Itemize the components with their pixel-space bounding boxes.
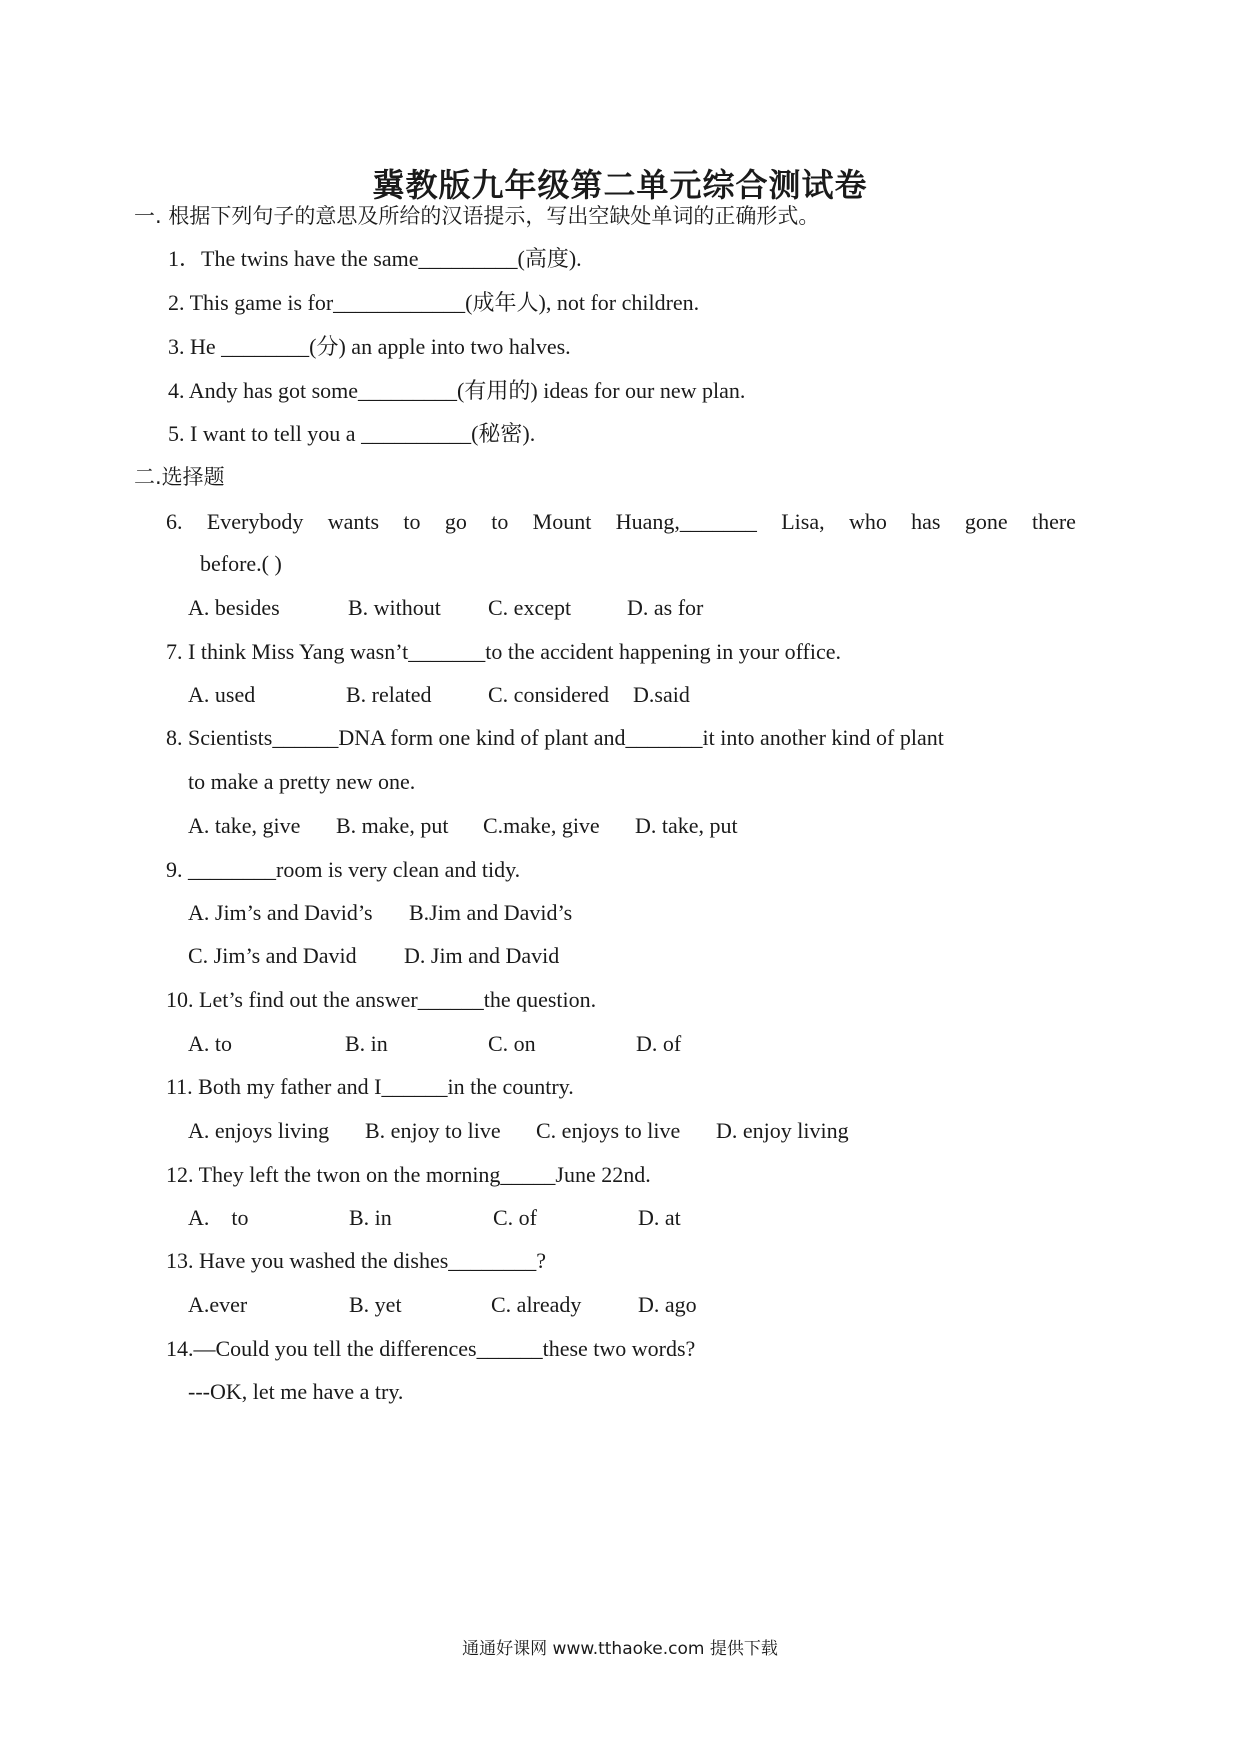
q6-word: to bbox=[491, 509, 509, 534]
q12-option-b: B. in bbox=[349, 1205, 392, 1230]
q7-option-a: A. used bbox=[188, 682, 256, 707]
q6-word: Everybody bbox=[206, 509, 304, 534]
q9-option-b: B.Jim and David’s bbox=[409, 900, 573, 925]
q6-word: Mount bbox=[532, 509, 592, 534]
q13-option-c: C. already bbox=[491, 1292, 582, 1317]
q12-option-a: A. to bbox=[188, 1205, 249, 1230]
question-14-stem: 14.—Could you tell the differences______these two words? bbox=[166, 1336, 696, 1361]
q12-option-d: D. at bbox=[638, 1205, 681, 1230]
q6-word: Lisa, bbox=[781, 509, 825, 534]
q7-option-b: B. related bbox=[346, 682, 432, 707]
q11-option-d: D. enjoy living bbox=[716, 1118, 849, 1143]
question-2: 2. This game is for____________(成年人), not for children. bbox=[168, 290, 700, 315]
question-14-reply: ---OK, let me have a try. bbox=[188, 1379, 404, 1404]
q10-option-b: B. in bbox=[345, 1031, 388, 1056]
section-1-heading: 一. 根据下列句子的意思及所给的汉语提示，写出空缺处单词的正确形式。 bbox=[134, 204, 820, 228]
question-6-stem bbox=[166, 507, 1076, 537]
q6-word: Huang,_______ bbox=[615, 509, 757, 534]
question-8-stem: 8. Scientists______DNA form one kind of plant and_______it into another kind of plant bbox=[166, 725, 944, 750]
q10-option-d: D. of bbox=[636, 1031, 682, 1056]
q11-option-a: A. enjoys living bbox=[188, 1118, 330, 1143]
q8-option-b: B. make, put bbox=[336, 813, 449, 838]
q9-option-c: C. Jim’s and David bbox=[188, 943, 357, 968]
question-8-continuation: to make a pretty new one. bbox=[188, 769, 416, 794]
q7-option-c: C. considered bbox=[488, 682, 609, 707]
question-11-stem: 11. Both my father and I______in the country. bbox=[166, 1074, 574, 1099]
question-9-stem: 9. ________room is very clean and tidy. bbox=[166, 857, 521, 882]
question-4: 4. Andy has got some_________(有用的) ideas for our new plan. bbox=[168, 378, 746, 403]
q11-option-b: B. enjoy to live bbox=[365, 1118, 501, 1143]
q6-word: 6. bbox=[166, 509, 183, 534]
q6-option-a: A. besides bbox=[188, 595, 280, 620]
q6-word: gone bbox=[964, 509, 1008, 534]
q9-option-d: D. Jim and David bbox=[404, 943, 560, 968]
question-12-stem: 12. They left the twon on the morning_____June 22nd. bbox=[166, 1162, 651, 1187]
question-13-stem: 13. Have you washed the dishes________? bbox=[166, 1248, 547, 1273]
section-2-heading: 二.选择题 bbox=[134, 465, 225, 489]
q6-word: wants bbox=[327, 509, 380, 534]
q7-option-d: D.said bbox=[633, 682, 690, 707]
q6-word: to bbox=[403, 509, 421, 534]
q10-option-a: A. to bbox=[188, 1031, 232, 1056]
q6-word: go bbox=[444, 509, 467, 534]
q6-option-d: D. as for bbox=[627, 595, 704, 620]
page-title: 冀教版九年级第二单元综合测试卷 bbox=[372, 166, 868, 204]
question-7-stem: 7. I think Miss Yang wasn’t_______to the accident happening in your office. bbox=[166, 639, 841, 664]
q6-word: has bbox=[911, 509, 941, 534]
page-footer: 通通好课网 www.tthaoke.com 提供下载 bbox=[462, 1639, 778, 1659]
q13-option-a: A.ever bbox=[188, 1292, 248, 1317]
q13-option-d: D. ago bbox=[638, 1292, 697, 1317]
q8-option-c: C.make, give bbox=[483, 813, 600, 838]
q6-option-b: B. without bbox=[348, 595, 441, 620]
question-10-stem: 10. Let’s find out the answer______the question. bbox=[166, 987, 597, 1012]
q12-option-c: C. of bbox=[493, 1205, 537, 1230]
question-3: 3. He ________(分) an apple into two halves. bbox=[168, 334, 571, 359]
q8-option-d: D. take, put bbox=[635, 813, 738, 838]
q6-word: there bbox=[1031, 509, 1076, 534]
q11-option-c: C. enjoys to live bbox=[536, 1118, 681, 1143]
q10-option-c: C. on bbox=[488, 1031, 536, 1056]
q8-option-a: A. take, give bbox=[188, 813, 301, 838]
question-5: 5. I want to tell you a __________(秘密). bbox=[168, 421, 536, 446]
question-6-continuation: before.( ) bbox=[200, 551, 282, 576]
question-1: 1．The twins have the same_________(高度). bbox=[168, 246, 582, 271]
q6-option-c: C. except bbox=[488, 595, 572, 620]
q6-word: who bbox=[848, 509, 887, 534]
q9-option-a: A. Jim’s and David’s bbox=[188, 900, 373, 925]
q13-option-b: B. yet bbox=[349, 1292, 402, 1317]
